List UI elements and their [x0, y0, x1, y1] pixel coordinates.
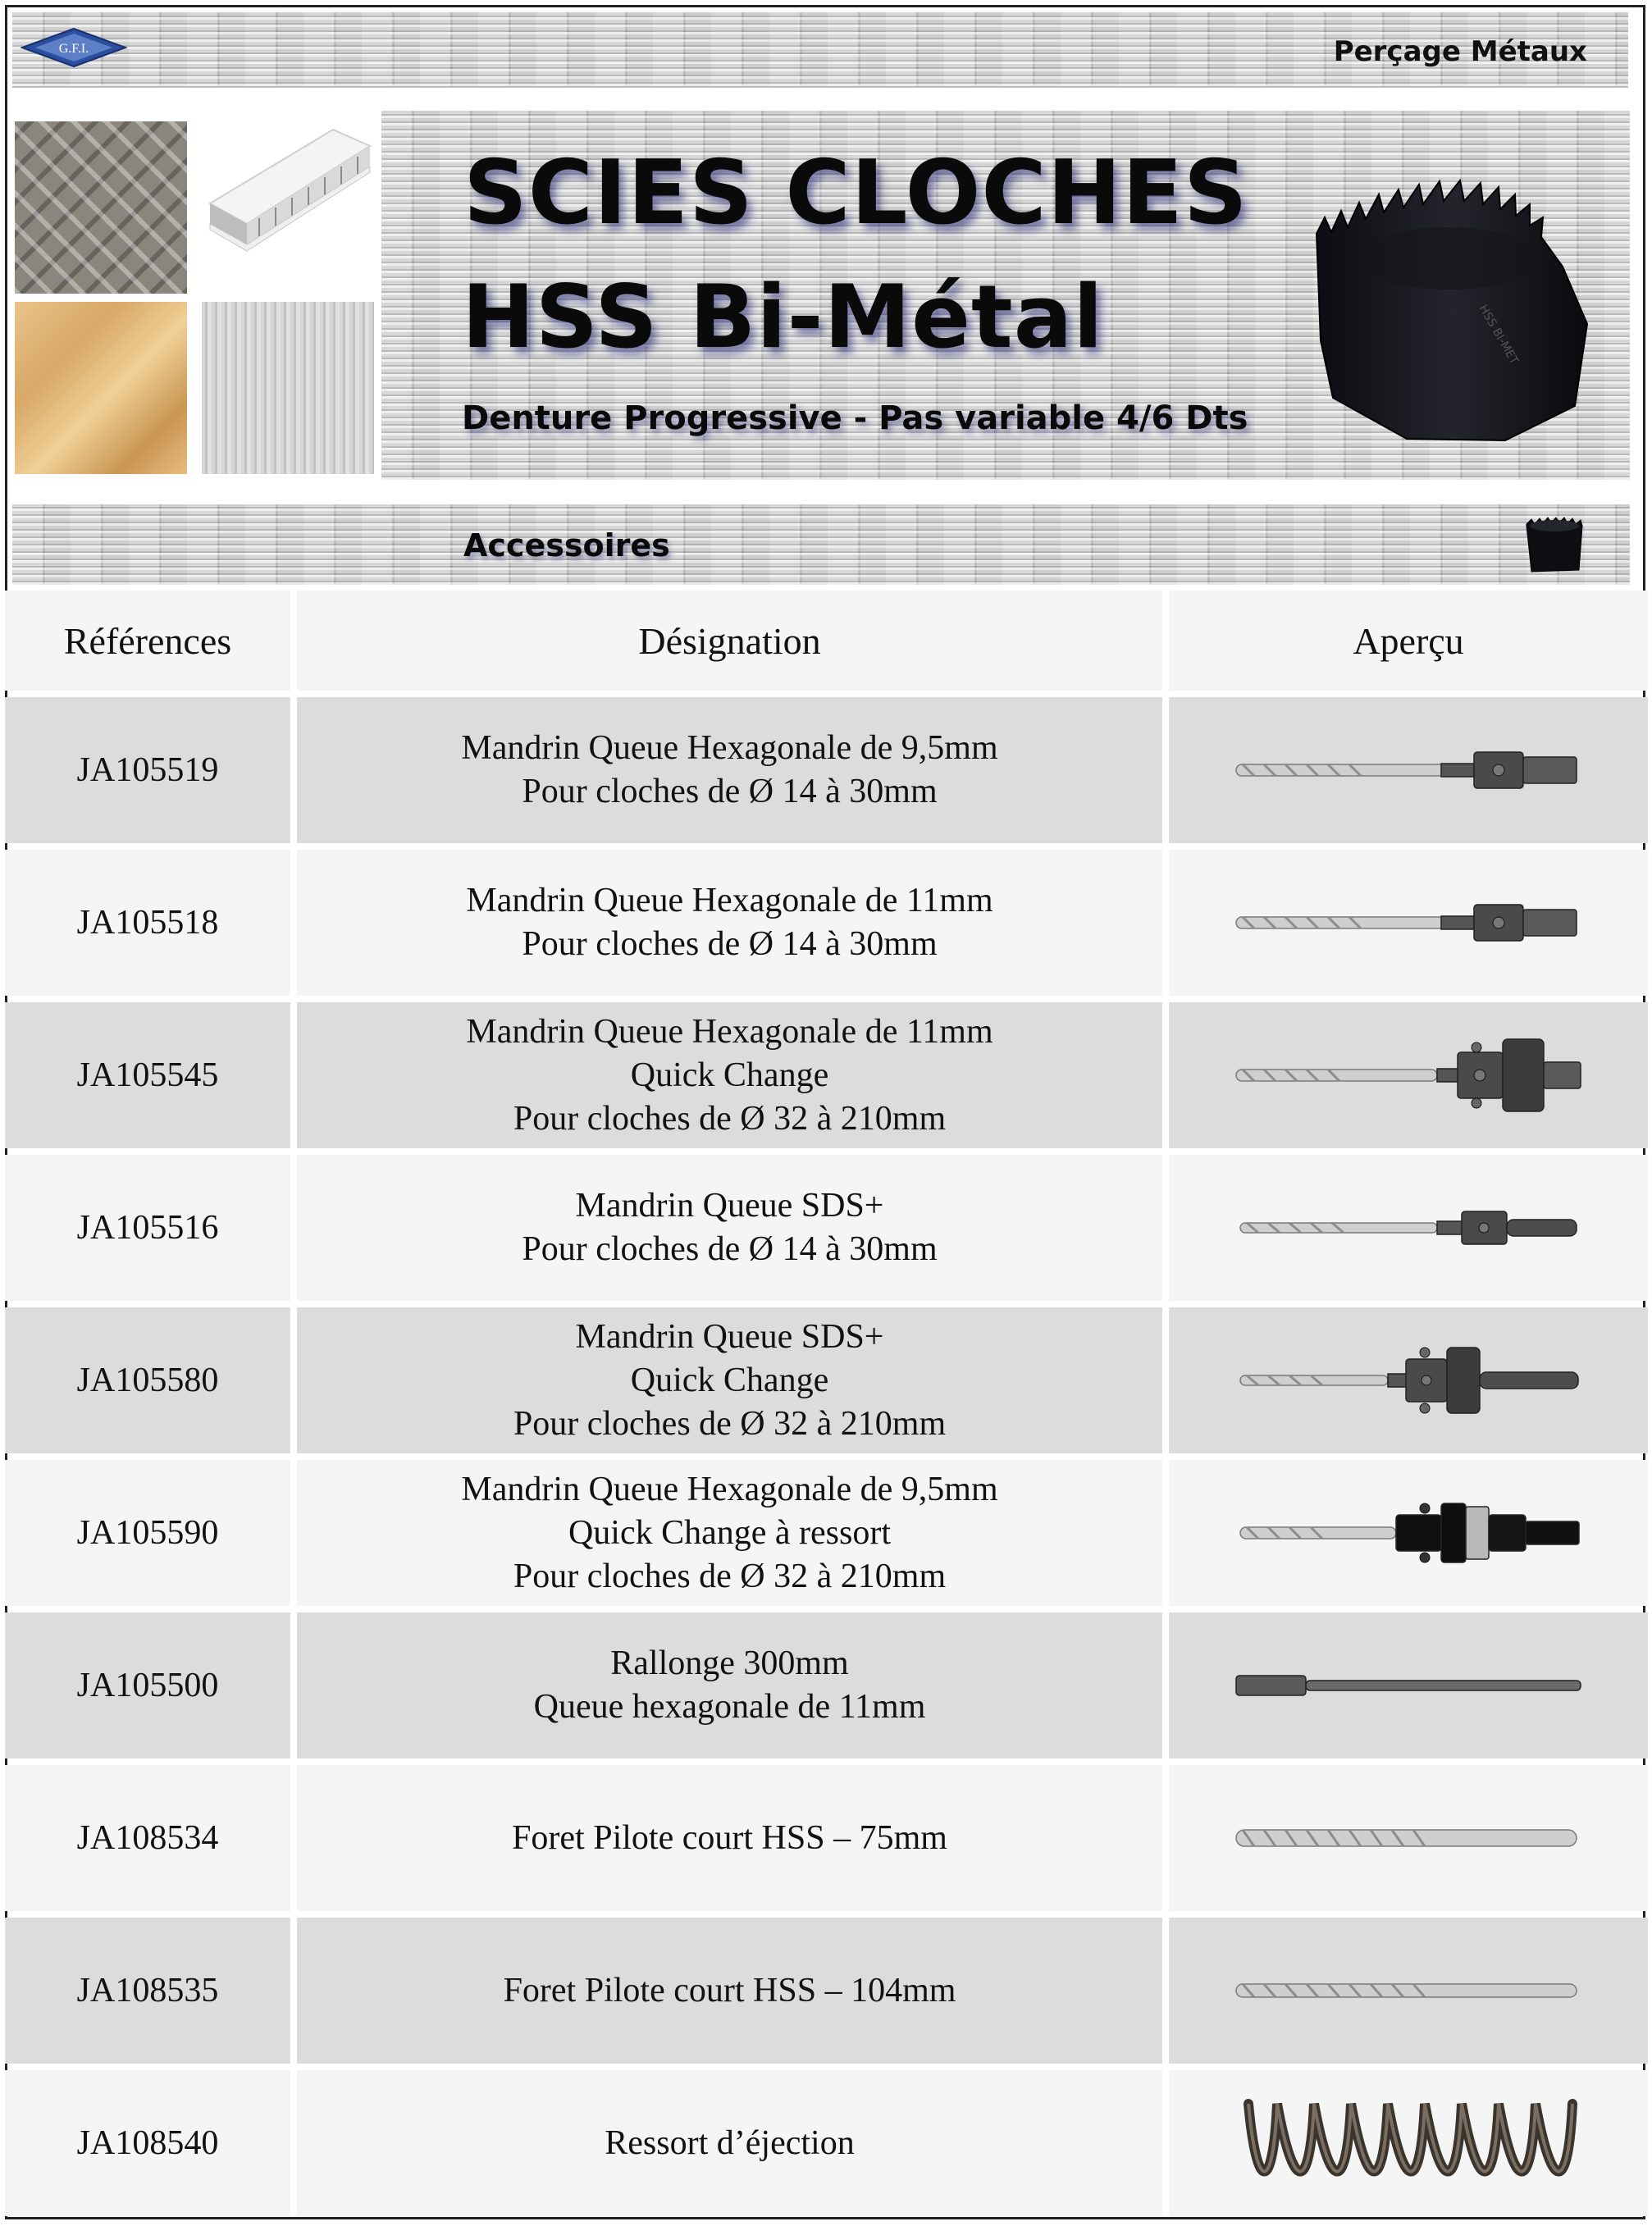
- brushed-aluminium-image: [202, 302, 374, 474]
- designation-cell: [297, 1307, 1162, 1453]
- wood-image: [15, 302, 187, 474]
- reference-cell: JA105590: [5, 1460, 290, 1606]
- column-header-apercu: Aperçu: [1169, 591, 1648, 691]
- designation-line: Foret Pilote court HSS – 104mm: [503, 1971, 956, 2009]
- reference-cell: JA108534: [5, 1765, 290, 1911]
- pilot-drill-icon: [1191, 1766, 1626, 1910]
- preview-cell: [1169, 2070, 1648, 2216]
- reference-cell: JA105545: [5, 1002, 290, 1148]
- column-header-references: Références: [5, 591, 290, 691]
- designation-cell: [297, 1612, 1162, 1758]
- table-row: [5, 2070, 1648, 2216]
- checker-plate-image: [15, 121, 187, 294]
- designation-line: Foret Pilote court HSS – 75mm: [512, 1818, 947, 1857]
- preview-cell: [1169, 1002, 1648, 1148]
- material-thumbnails: [15, 115, 376, 476]
- reference-cell: JA108540: [5, 2070, 290, 2216]
- banner-subtitle: Denture Progressive - Pas variable 4/6 Dts: [462, 399, 1248, 437]
- table-row: [5, 1765, 1648, 1911]
- accessories-table: [5, 591, 1648, 2223]
- arbor-quick-change-icon: [1191, 1003, 1626, 1147]
- designation-line: Queue hexagonale de 11mm: [533, 1688, 926, 1726]
- designation-line: Pour cloches de Ø 14 à 30mm: [522, 1230, 938, 1268]
- designation-line: Pour cloches de Ø 32 à 210mm: [513, 1557, 947, 1595]
- reference-cell: JA105516: [5, 1155, 290, 1301]
- reference-cell: JA105500: [5, 1612, 290, 1758]
- designation-line: Mandrin Queue SDS+: [575, 1187, 884, 1225]
- designation-cell: [297, 850, 1162, 996]
- arbor-hex-small-icon: [1191, 851, 1626, 995]
- title-banner: [381, 111, 1630, 480]
- accessories-bar: [12, 504, 1630, 585]
- preview-cell: [1169, 850, 1648, 996]
- reference-cell: JA108535: [5, 1918, 290, 2064]
- reference-cell: JA105518: [5, 850, 290, 996]
- preview-cell: [1169, 1155, 1648, 1301]
- preview-cell: [1169, 1307, 1648, 1453]
- designation-line: Mandrin Queue Hexagonale de 11mm: [466, 1012, 993, 1051]
- table-row: [5, 1918, 1648, 2064]
- designation-cell: [297, 1155, 1162, 1301]
- ejection-spring-icon: [1191, 2071, 1626, 2215]
- svg-text:HSS BI-MET: HSS BI-MET: [1476, 303, 1521, 367]
- preview-cell: [1169, 1918, 1648, 2064]
- designation-line: Pour cloches de Ø 32 à 210mm: [513, 1099, 947, 1138]
- designation-cell: [297, 1765, 1162, 1911]
- designation-cell: [297, 1460, 1162, 1606]
- designation-line: Mandrin Queue Hexagonale de 9,5mm: [461, 1470, 998, 1508]
- top-bar: [12, 12, 1628, 88]
- designation-line: Quick Change à ressort: [568, 1513, 892, 1552]
- designation-line: Mandrin Queue Hexagonale de 9,5mm: [461, 729, 998, 767]
- designation-cell: [297, 2070, 1162, 2216]
- table-row: [5, 1307, 1648, 1453]
- preview-cell: [1169, 1612, 1648, 1758]
- hole-saw-icon: [1284, 135, 1595, 447]
- arbor-sds-quick-change-icon: [1191, 1308, 1626, 1453]
- section-tag: Perçage Métaux: [1333, 35, 1587, 68]
- banner-title-line1: SCIES CLOCHES: [463, 142, 1248, 244]
- arbor-hex-small-icon: [1191, 698, 1626, 842]
- designation-line: Mandrin Queue Hexagonale de 11mm: [466, 882, 993, 919]
- preview-cell: [1169, 1460, 1648, 1606]
- honeycomb-panel-image: [202, 121, 374, 294]
- table-row: [5, 1612, 1648, 1758]
- table-body: [5, 697, 1648, 2216]
- designation-line: Rallonge 300mm: [610, 1644, 849, 1682]
- extension-rod-icon: [1191, 1613, 1626, 1758]
- designation-line: Quick Change: [630, 1056, 829, 1094]
- designation-line: Mandrin Queue SDS+: [575, 1317, 884, 1356]
- designation-line: Pour cloches de Ø 14 à 30mm: [522, 773, 938, 810]
- table-row: [5, 1155, 1648, 1301]
- table-row: [5, 697, 1648, 843]
- designation-line: Pour cloches de Ø 32 à 210mm: [513, 1404, 947, 1443]
- preview-cell: [1169, 1765, 1648, 1911]
- table-header-row: [5, 591, 1648, 691]
- preview-cell: [1169, 697, 1648, 843]
- arbor-sds-small-icon: [1191, 1156, 1626, 1300]
- arbor-spring-quick-change-icon: [1191, 1461, 1626, 1605]
- designation-cell: [297, 1002, 1162, 1148]
- designation-line: Ressort d’éjection: [605, 2123, 855, 2162]
- column-header-designation: Désignation: [297, 591, 1162, 691]
- designation-line: Pour cloches de Ø 14 à 30mm: [522, 925, 938, 963]
- designation-line: Quick Change: [630, 1361, 829, 1399]
- pilot-drill-long-icon: [1191, 1918, 1626, 2063]
- hole-saw-small-icon: [1522, 513, 1587, 578]
- designation-cell: [297, 1918, 1162, 2064]
- reference-cell: JA105580: [5, 1307, 290, 1453]
- table-row: [5, 850, 1648, 996]
- designation-cell: [297, 697, 1162, 843]
- accessories-label: Accessoires: [463, 527, 670, 563]
- reference-cell: JA105519: [5, 697, 290, 843]
- banner-title-line2: HSS Bi-Métal: [462, 267, 1104, 367]
- logo-text: G.F.I.: [58, 42, 89, 56]
- table-row: [5, 1002, 1648, 1148]
- gfi-logo: [21, 27, 127, 68]
- table-row: [5, 1460, 1648, 1606]
